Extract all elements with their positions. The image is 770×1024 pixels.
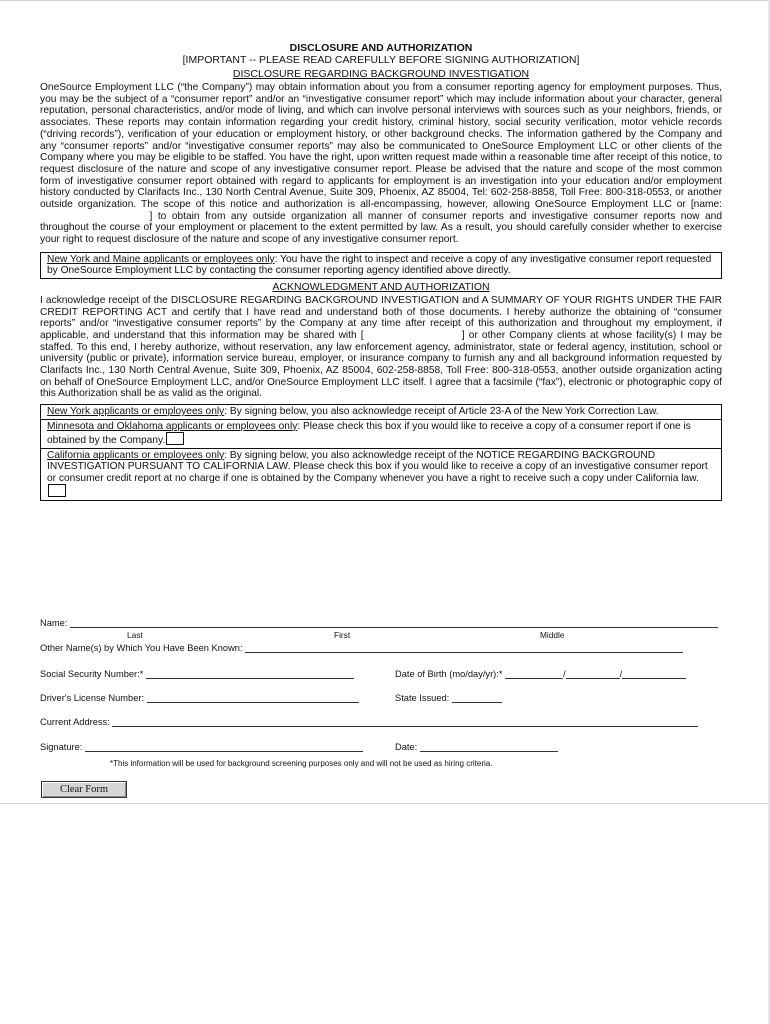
license-field[interactable] — [147, 693, 359, 703]
date-field[interactable] — [420, 742, 558, 752]
dob-label: Date of Birth (mo/day/yr):* — [395, 669, 503, 679]
document-subtitle: [IMPORTANT -- PLEASE READ CAREFULLY BEFORE SIGNING AUTHORIZATION] — [182, 54, 580, 66]
mn-ok-checkbox[interactable] — [166, 432, 184, 445]
date-label: Date: — [395, 742, 418, 752]
address-label: Current Address: — [40, 717, 110, 727]
scan-edge-top — [0, 0, 770, 1]
footnote: *This information will be used for background screening purposes only and will not be used as hiring criteria. — [110, 759, 493, 768]
disclosure-text-part1: OneSource Employment LLC (“the Company”) may obtain information about you from a consumer reporting agency for employment purposes. Thus, you may be the subject of a “consumer report” and/or an “investigative consumer report” which may include information about your character, general reputation, personal characteristics, and/or mode of living, and which can involve personal interviews with sources such as your neighbors, friends, or associates. These reports may contain information regarding your credit history, criminal history, social security verification, motor vehicle records (“driving records”), verification of your education or employment history, or other background checks. The information gathered by the Company and any “consumer reports” and/or “investigative consumer reports” may also be communicated to OneSource Employment LLC or other clients of the Company where you may be eligible to be staffed. You have the right, upon written request made within a reasonable time after receipt of this notice, to request disclosure of the nature and scope of any investigative consumer report. Please be advised that the nature and scope of the most common form of investigative consumer report obtained with regard to applicants for employment is an investigation into your education and/or employment history conducted by Clarifacts Inc., 130 North Central Avenue, Suite 309, Phoenix, AZ 85004, Tel: 602-258-8858, Toll Free: 800-318-0553, or another outside organization. The scope of this notice and authorization is all-encompassing, however, allowing OneSource Employment LLC or [name: — [40, 82, 722, 211]
california-notice — [41, 449, 721, 500]
other-names-label: Other Name(s) by Which You Have Been Known: — [40, 643, 243, 653]
signature-label: Signature: — [40, 742, 83, 752]
page-end-line — [0, 803, 770, 804]
ny-label: New York applicants or employees only — [47, 406, 225, 418]
address-field[interactable] — [112, 717, 698, 727]
clear-form-button[interactable]: Clear Form — [41, 781, 127, 798]
disclosure-heading: DISCLOSURE REGARDING BACKGROUND INVESTIGATION — [232, 68, 530, 80]
state-issued-field[interactable] — [452, 693, 502, 703]
state-issued-label: State Issued: — [395, 693, 450, 703]
dob-separator-1: / — [563, 669, 566, 679]
last-name-caption: Last — [127, 630, 143, 640]
disclosure-paragraph — [40, 82, 722, 246]
name-field[interactable] — [70, 618, 718, 628]
signature-field[interactable] — [85, 742, 363, 752]
form-document — [40, 42, 722, 501]
ny-maine-label: New York and Maine applicants or employees only — [47, 253, 275, 265]
dob-separator-2: / — [619, 669, 623, 679]
first-name-caption: First — [334, 630, 351, 640]
other-names-field[interactable] — [245, 643, 683, 653]
ssn-field[interactable] — [146, 669, 354, 679]
ny-maine-notice — [40, 252, 722, 279]
acknowledgment-text-part1: I acknowledge receipt of the DISCLOSURE REGARDING BACKGROUND INVESTIGATION and A SUMMARY OF YOUR RIGHTS UNDER THE FAIR CREDIT REPORTING ACT and certify that I have read and understand both of those documents. I hereby authorize the obtaining of “consumer reports” and/or “investigative consumer reports” by the Company at any time after receipt of this authorization and throughout my employment, if applicable, and understand that this information may be shared with [ — [40, 294, 722, 341]
mn-ok-notice — [41, 420, 721, 449]
ny-correction-notice — [41, 405, 721, 420]
disclosure-text-part2: ] to obtain from any outside organization all manner of consumer reports and investigative consumer reports now and throughout the course of your employment or placement to the extent permitted by law. As a result, you should carefully consider whether to exercise your right to request disclosure of the nature and scope of any investigative consumer report. — [40, 210, 722, 246]
ny-maine-text: : You have the right to inspect and receive a copy of any investigative consumer report requested by OneSource Employment LLC by contacting the consumer reporting agency identified above directly. — [47, 253, 712, 277]
california-label: California applicants or employees only — [47, 449, 225, 461]
california-text: : By signing below, you also acknowledge receipt of the NOTICE REGARDING BACKGROUND INVESTIGATION PURSUANT TO CALIFORNIA LAW. Please check this box if you would like to receive a copy of an investigative consumer report or consumer credit report at no charge if one is obtained by the Company whenever you have a right to receive such a copy under California law. — [47, 449, 708, 484]
document-title: DISCLOSURE AND AUTHORIZATION — [289, 42, 473, 54]
acknowledgment-heading: ACKNOWLEDGMENT AND AUTHORIZATION — [272, 280, 490, 293]
california-checkbox[interactable] — [48, 484, 66, 497]
dob-day-field[interactable] — [566, 669, 620, 679]
dob-year-field[interactable] — [619, 669, 686, 679]
ssn-label: Social Security Number:* — [40, 669, 144, 679]
mn-ok-text: : Please check this box if you would like to receive a copy of a consumer report if one is obtained by the Company. — [47, 420, 691, 447]
middle-name-caption: Middle — [540, 630, 565, 640]
dob-month-field[interactable] — [505, 669, 563, 679]
acknowledgment-paragraph — [40, 295, 722, 400]
ny-text: : By signing below, you also acknowledge receipt of Article 23-A of the New York Correction Law. — [224, 406, 659, 418]
mn-ok-label: Minnesota and Oklahoma applicants or employees only — [47, 420, 298, 432]
acknowledgment-text-part2: ] or other Company clients at whose facility(s) I may be staffed. To this end, I hereby authorize, without reservation, any law enforcement agency, administrator, state or federal agency, institution, school or university (public or private), information service bureau, employer, or insurance company to furnish any and all background information requested by Clarifacts Inc., 130 North Central Avenue, Suite 309, Phoenix, AZ 85004, 602-258-8858, Toll Free: 800-318-0553, another outside organization acting on behalf of OneSource Employment LLC, and/or OneSource Employment LLC itself. I agree that a facsimile (“fax”), electronic or photographic copy of this Authorization shall be as valid as the original. — [40, 329, 722, 400]
license-label: Driver's License Number: — [40, 693, 145, 703]
name-label: Name: — [40, 618, 68, 628]
state-notices — [40, 404, 722, 501]
